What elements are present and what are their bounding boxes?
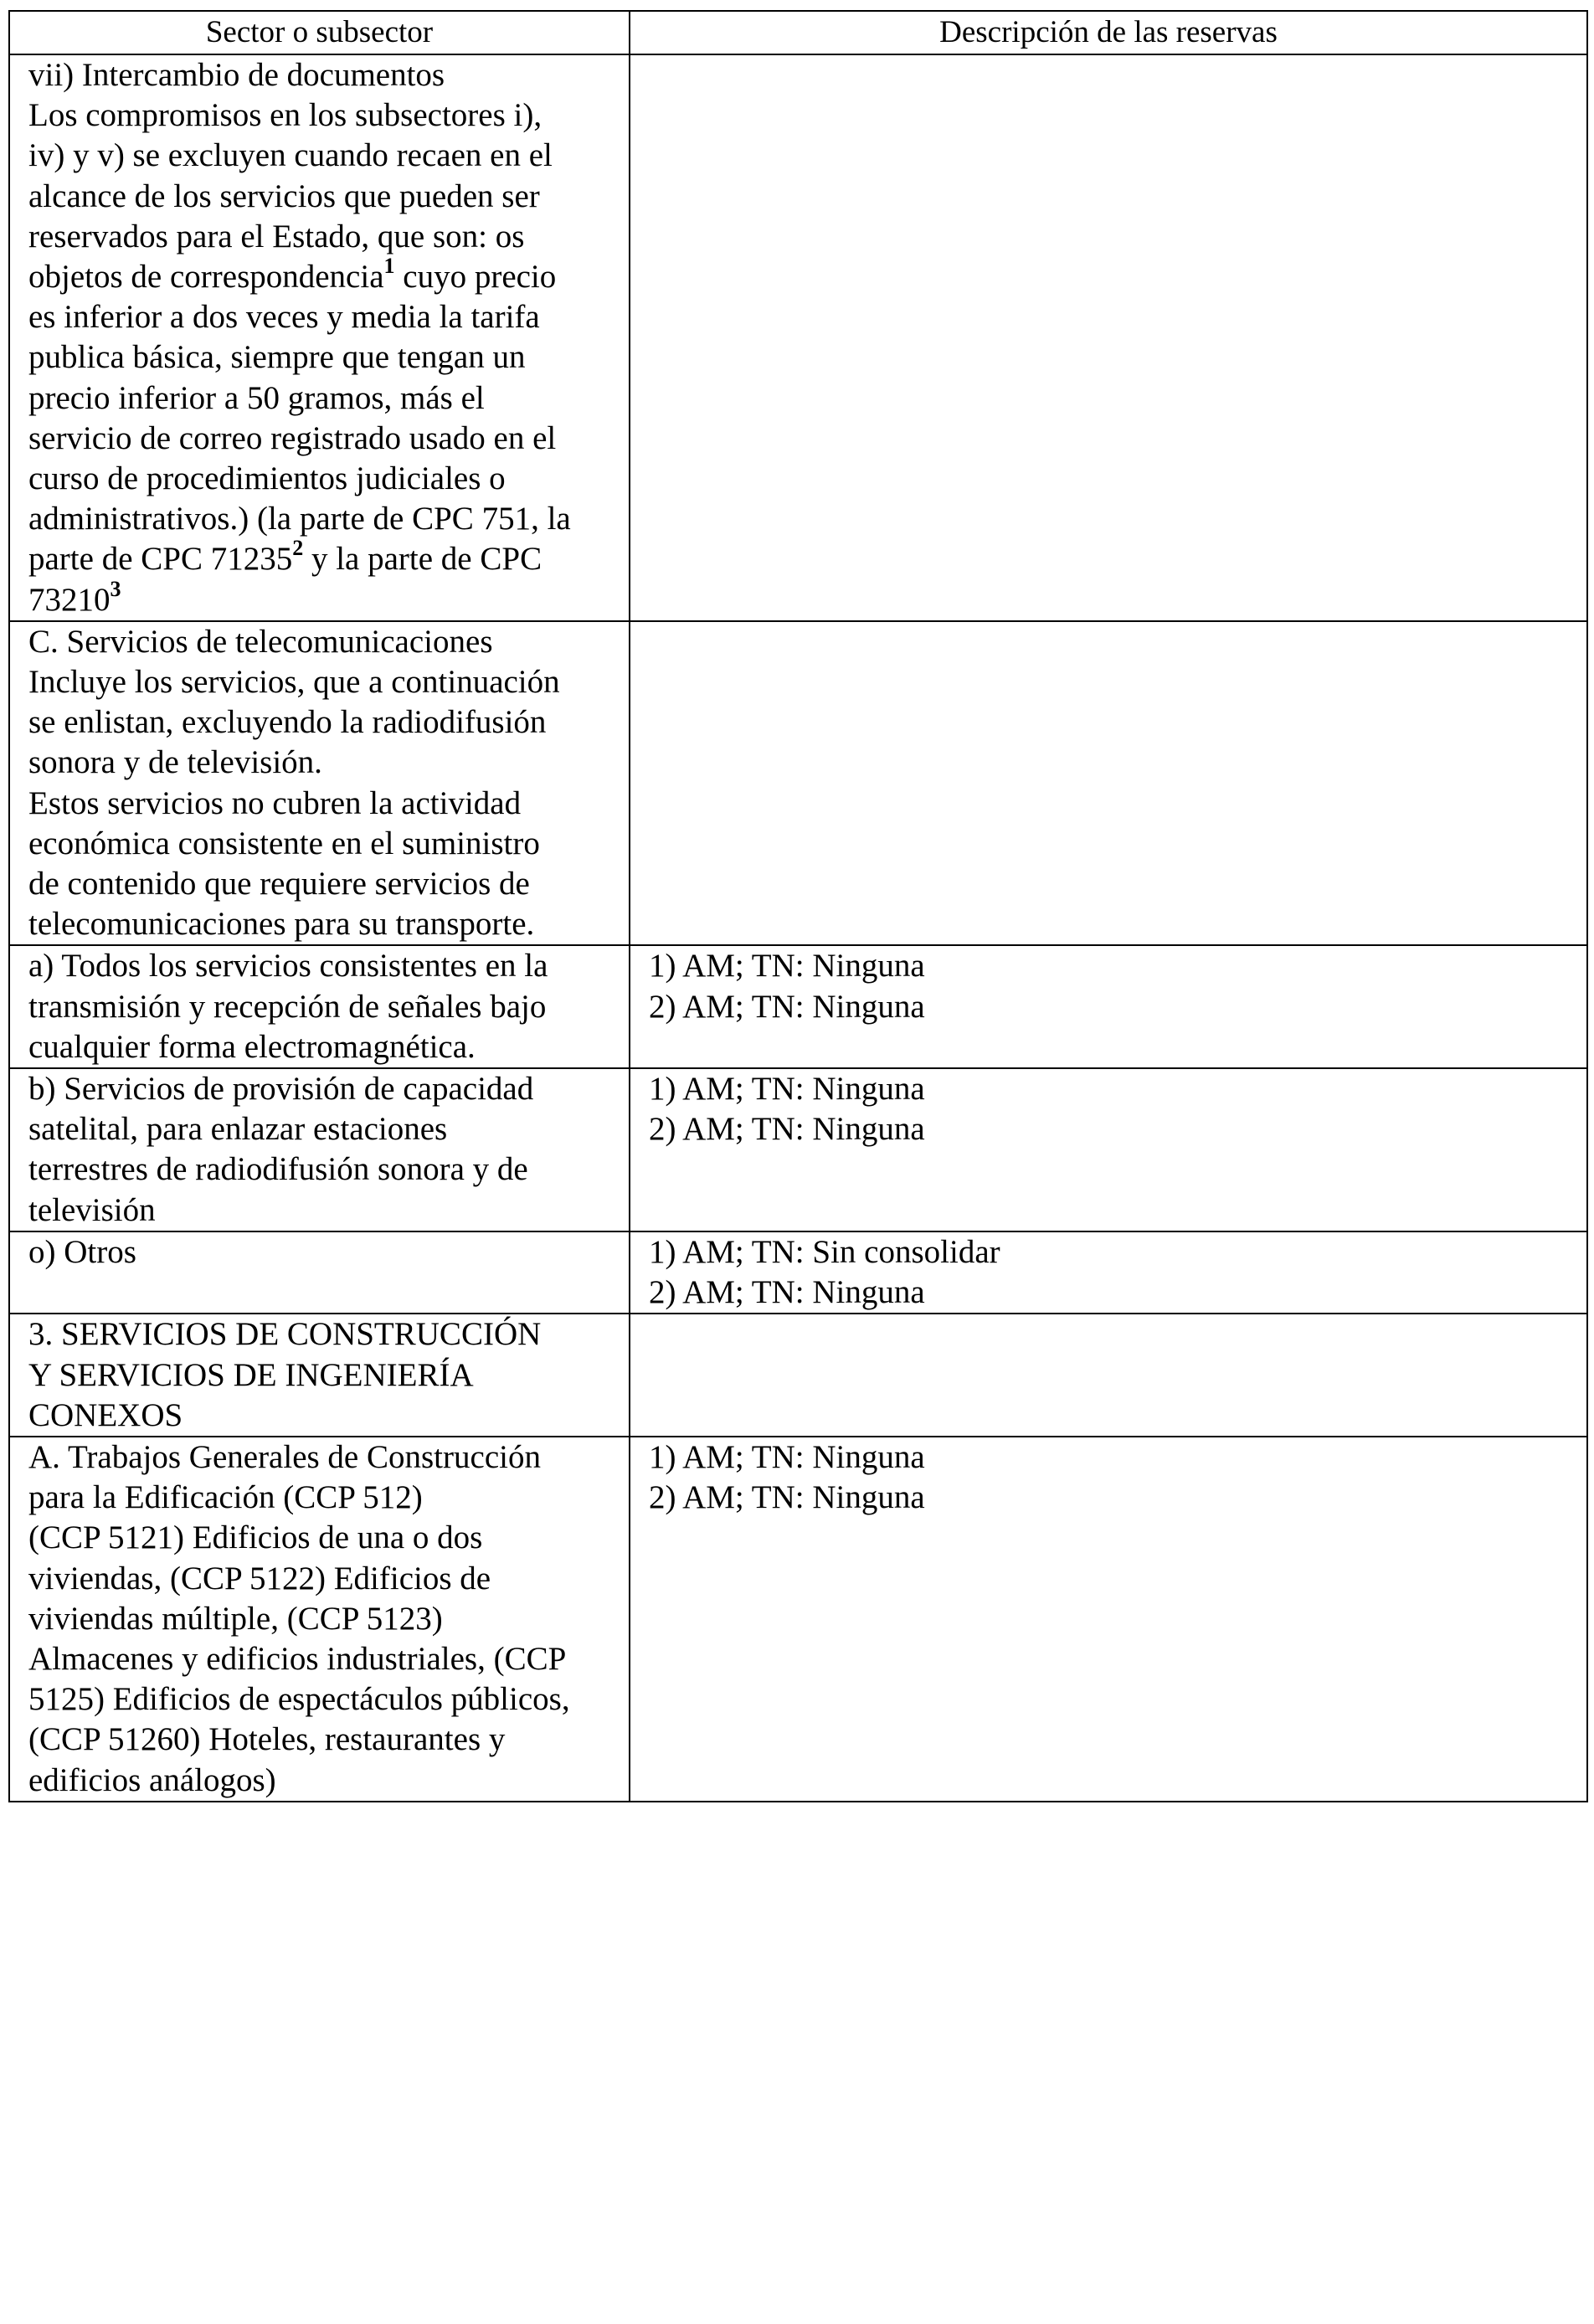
- sector-line: para la Edificación (CCP 512): [28, 1479, 423, 1516]
- reserva-line: 1) AM; TN: Ninguna: [649, 1071, 925, 1108]
- sector-line: viviendas múltiple, (CCP 5123): [28, 1600, 443, 1637]
- sector-line: C. Servicios de telecomunicaciones: [28, 623, 493, 660]
- sector-line: Almacenes y edificios industriales, (CCP: [28, 1640, 567, 1677]
- sector-cell: [9, 1314, 630, 1437]
- sector-line: económica consistente en el suministro: [28, 825, 540, 861]
- sector-cell: [9, 621, 630, 946]
- table-header-row: [9, 11, 1587, 54]
- table-row: [9, 1314, 1587, 1437]
- reserva-line: 2) AM; TN: Ninguna: [649, 1274, 925, 1311]
- sector-line: Incluye los servicios, que a continuación: [28, 664, 560, 701]
- sector-line: satelital, para enlazar estaciones: [28, 1111, 448, 1148]
- sector-line: iv) y v) se excluyen cuando recaen en el: [28, 137, 553, 174]
- sector-line: alcance de los servicios que pueden ser: [28, 177, 540, 214]
- reserva-line: 2) AM; TN: Ninguna: [649, 1111, 925, 1148]
- sector-line-with-footnote: [28, 536, 610, 579]
- sector-line: b) Servicios de provisión de capacidad: [28, 1071, 534, 1108]
- reservas-cell: [630, 54, 1587, 621]
- reservations-table: [8, 10, 1588, 1802]
- sector-line: Y SERVICIOS DE INGENIERÍA: [28, 1356, 474, 1393]
- sector-line-with-footnote: [28, 576, 610, 620]
- sector-line: edificios análogos): [28, 1761, 276, 1798]
- sector-line: sonora y de televisión.: [28, 744, 322, 781]
- sector-text: 73210: [28, 581, 111, 618]
- sector-line: (CCP 5121) Edificios de una o dos: [28, 1519, 483, 1556]
- sector-line: administrativos.) (la parte de CPC 751, la: [28, 501, 571, 537]
- sector-line: 3. SERVICIOS DE CONSTRUCCIÓN: [28, 1316, 542, 1353]
- sector-line: 5125) Edificios de espectáculos públicos,: [28, 1681, 570, 1718]
- sector-line-with-footnote: [28, 254, 610, 297]
- sector-line: se enlistan, excluyendo la radiodifusión: [28, 704, 547, 741]
- sector-line: Los compromisos en los subsectores i),: [28, 97, 542, 134]
- sector-text: objetos de correspondencia: [28, 259, 384, 296]
- sector-line: televisión: [28, 1191, 156, 1228]
- table-row: [9, 54, 1587, 621]
- header-sector: Sector o subsector: [9, 11, 630, 54]
- sector-cell: [9, 945, 630, 1068]
- sector-line: o) Otros: [28, 1233, 136, 1270]
- footnote-marker: 3: [110, 576, 121, 601]
- footnote-marker: 1: [383, 254, 395, 279]
- sector-text: cuyo precio: [394, 259, 557, 296]
- reservas-cell: [630, 945, 1587, 1068]
- sector-line: terrestres de radiodifusión sonora y de: [28, 1151, 528, 1188]
- sector-line: (CCP 51260) Hoteles, restaurantes y: [28, 1721, 506, 1758]
- sector-text: y la parte de CPC: [303, 541, 542, 578]
- table-row: [9, 1068, 1587, 1231]
- reserva-line: 2) AM; TN: Ninguna: [649, 1479, 925, 1516]
- sector-cell: [9, 1437, 630, 1802]
- sector-line: cualquier forma electromagnética.: [28, 1028, 476, 1065]
- sector-line: reservados para el Estado, que son: os: [28, 218, 525, 255]
- sector-cell: [9, 1068, 630, 1231]
- sector-line: CONEXOS: [28, 1396, 183, 1433]
- reserva-line: 1) AM; TN: Ninguna: [649, 1438, 925, 1475]
- sector-line: servicio de correo registrado usado en el: [28, 419, 557, 456]
- sector-line: es inferior a dos veces y media la tarifa: [28, 299, 540, 336]
- footnote-marker: 2: [292, 536, 304, 561]
- sector-line: telecomunicaciones para su transporte.: [28, 906, 535, 943]
- table-row: [9, 1231, 1587, 1314]
- reservas-cell: [630, 1437, 1587, 1802]
- sector-cell: [9, 54, 630, 621]
- sector-line: publica básica, siempre que tengan un: [28, 339, 526, 376]
- sector-line: A. Trabajos Generales de Construcción: [28, 1438, 541, 1475]
- reservas-cell: [630, 621, 1587, 946]
- table-row: [9, 1437, 1587, 1802]
- table-row: [9, 945, 1587, 1068]
- sector-line: vii) Intercambio de documentos: [28, 57, 445, 93]
- reserva-line: 1) AM; TN: Ninguna: [649, 948, 925, 985]
- reservas-cell: [630, 1314, 1587, 1437]
- sector-line: viviendas, (CCP 5122) Edificios de: [28, 1560, 491, 1596]
- reserva-line: 1) AM; TN: Sin consolidar: [649, 1233, 1000, 1270]
- table-row: [9, 621, 1587, 946]
- reservas-cell: [630, 1068, 1587, 1231]
- sector-line: precio inferior a 50 gramos, más el: [28, 379, 485, 416]
- sector-line: transmisión y recepción de señales bajo: [28, 988, 547, 1025]
- sector-cell: [9, 1231, 630, 1314]
- sector-line: a) Todos los servicios consistentes en la: [28, 948, 548, 985]
- sector-line: curso de procedimientos judiciales o: [28, 460, 506, 497]
- reserva-line: 2) AM; TN: Ninguna: [649, 988, 925, 1025]
- reservas-cell: [630, 1231, 1587, 1314]
- sector-line: de contenido que requiere servicios de: [28, 866, 530, 902]
- sector-text: parte de CPC 71235: [28, 541, 293, 578]
- header-reservas: Descripción de las reservas: [630, 11, 1587, 54]
- sector-line: Estos servicios no cubren la actividad: [28, 784, 522, 821]
